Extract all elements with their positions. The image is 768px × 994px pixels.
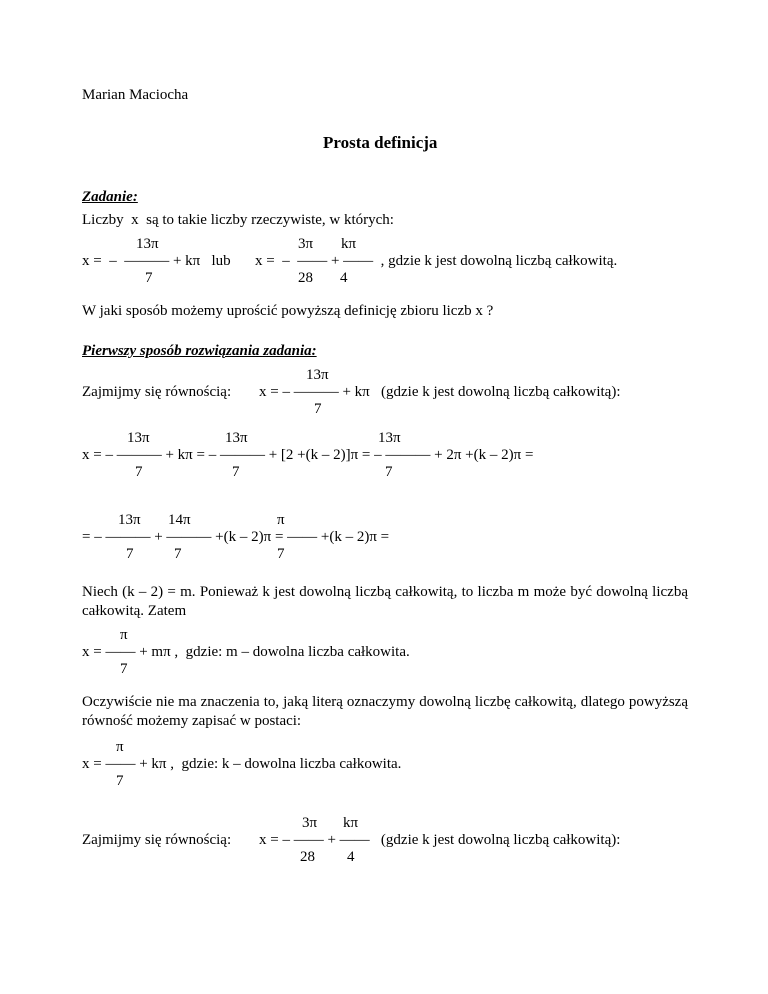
numerator: π: [120, 627, 128, 643]
equation-line: = – ——— + ——— +(k – 2)π = —— +(k – 2)π =: [82, 529, 390, 545]
denominator: 4: [340, 270, 348, 286]
numerator: 13π: [306, 367, 329, 383]
denominator: 7: [135, 464, 143, 480]
equation-line: x = – ——— + kπ lub: [82, 253, 231, 269]
equation-line: x = —— + kπ , gdzie: k – dowolna liczba całkowita.: [82, 756, 402, 772]
numerator: 13π: [118, 512, 141, 528]
task-intro: Liczby x są to takie liczby rzeczywiste, w których:: [82, 212, 394, 228]
numerator: kπ: [341, 236, 357, 252]
numerator: 13π: [378, 430, 401, 446]
equation-label: Zajmijmy się równością:: [82, 384, 232, 400]
denominator: 7: [145, 270, 153, 286]
denominator: 7: [126, 546, 134, 562]
denominator: 7: [174, 546, 182, 562]
denominator: 7: [385, 464, 393, 480]
equation-line: x = —— + mπ , gdzie: m – dowolna liczba całkowita.: [82, 644, 410, 660]
denominator: 4: [347, 849, 355, 865]
equation-line: x = – ——— + kπ (gdzie k jest dowolną liczbą całkowitą):: [259, 384, 621, 400]
denominator: 7: [232, 464, 240, 480]
numerator: 3π: [298, 236, 314, 252]
denominator: 7: [277, 546, 285, 562]
task-heading: Zadanie:: [82, 189, 138, 205]
equation-line: x = – —— + —— (gdzie k jest dowolną liczbą całkowitą):: [259, 832, 621, 848]
denominator: 7: [120, 661, 128, 677]
task-question: W jaki sposób możemy uprościć powyższą definicję zbioru liczb x ?: [82, 303, 494, 319]
numerator: 13π: [225, 430, 248, 446]
equation-line: x = – —— + —— , gdzie k jest dowolną liczbą całkowitą.: [255, 253, 618, 269]
page-title: Prosta definicja: [323, 133, 438, 152]
denominator: 28: [300, 849, 315, 865]
numerator: π: [277, 512, 285, 528]
numerator: 13π: [127, 430, 150, 446]
equation-label: Zajmijmy się równością:: [82, 832, 232, 848]
author-name: Marian Maciocha: [82, 87, 189, 103]
denominator: 28: [298, 270, 313, 286]
solution-heading: Pierwszy sposób rozwiązania zadania:: [82, 343, 317, 359]
numerator: π: [116, 739, 124, 755]
equation-line: x = – ——— + kπ = – ——— + [2 +(k – 2)]π = – ——— + 2π +(k – 2)π =: [82, 447, 534, 463]
paragraph: Oczywiście nie ma znaczenia to, jaką literą oznaczymy dowolną liczbę całkowitą, dlatego powyższą równość możemy zapisać w postaci:: [82, 694, 688, 729]
denominator: 7: [314, 401, 322, 417]
numerator: 14π: [168, 512, 191, 528]
numerator: kπ: [343, 815, 359, 831]
numerator: 13π: [136, 236, 159, 252]
numerator: 3π: [302, 815, 318, 831]
denominator: 7: [116, 773, 124, 789]
paragraph: Niech (k – 2) = m. Ponieważ k jest dowolną liczbą całkowitą, to liczba m może być dowolną liczbą całkowitą. Zatem: [82, 584, 688, 619]
